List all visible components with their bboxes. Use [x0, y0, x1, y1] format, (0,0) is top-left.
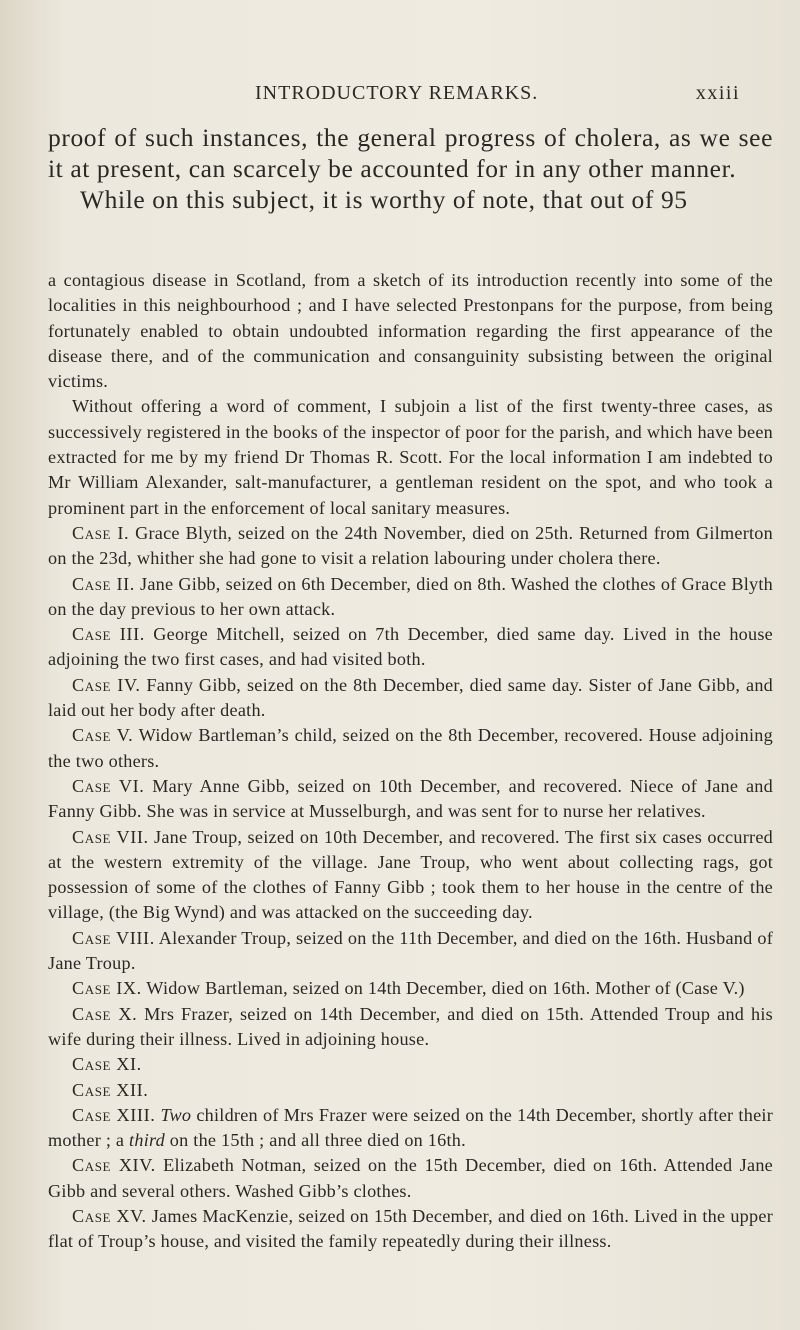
case-text: Jane Troup, seized on 10th December, and recovered. The first six cases occurred at the western extremity of the village. Jane Troup, who went about collecting rags, got possession of some of the clothes of Fanny Gibb ; took them to her house in the centre of the village, (the Big Wynd) and was attacked on the succeeding day. [48, 826, 773, 923]
case-text: Grace Blyth, seized on the 24th November, died on 25th. Returned from Gilmerton on the 23d, whither she had gone to visit a relation labouring under cholera there. [48, 522, 773, 569]
case-label: Case I. [72, 522, 130, 543]
intro-paragraph-1: a contagious disease in Scotland, from a sketch of its introduction recently into some of the localities in this neighbourhood ; and I have selected Prestonpans for the purpose, from being fortunately enabled to obtain undoubted information regarding the first appearance of the disease there, and of the communication and consanguinity subsisting between the original victims. [48, 270, 773, 392]
case-entry-6 [48, 774, 773, 825]
case-text: Fanny Gibb, seized on the 8th December, died same day. Sister of Jane Gibb, and laid out her body after death. [48, 674, 774, 721]
case-text-emphasis: Two [160, 1104, 192, 1125]
case-label: Case XI. [72, 1054, 142, 1075]
case-entry-12 [48, 1078, 773, 1103]
case-entry-4 [48, 673, 773, 724]
case-label: Case II. [72, 573, 135, 594]
case-text-emphasis: third [129, 1130, 165, 1151]
case-text: children of Mrs Frazer were seized on the 14th December, shortly after their mother ; a [48, 1104, 774, 1151]
case-text: Widow Bartleman’s child, seized on the 8th December, recovered. House adjoining the two others. [48, 725, 773, 771]
case-entry-15 [48, 1204, 773, 1255]
case-label: Case XII. [72, 1079, 149, 1100]
case-label: Case III. [72, 624, 145, 645]
lead-paragraph-2: While on this subject, it is worthy of note, that out of 95 [80, 185, 688, 214]
case-entry-8 [48, 926, 773, 977]
page-number: xxiii [695, 82, 740, 104]
header-title: INTRODUCTORY REMARKS. [255, 82, 539, 104]
case-entry-14 [48, 1153, 773, 1204]
case-text: Mary Anne Gibb, seized on 10th December, and recovered. Niece of Jane and Fanny Gibb. She was in service at Musselburgh, and was sent for to nurse her relatives. [48, 775, 773, 822]
case-text: Jane Gibb, seized on 6th December, died on 8th. Washed the clothes of Grace Blyth on the day previous to her own attack. [48, 573, 774, 619]
case-label: Case VIII. [72, 927, 155, 948]
body-text [48, 268, 773, 1255]
case-entry-13 [48, 1103, 773, 1154]
case-entry-1 [48, 521, 773, 572]
case-label: Case XIV. [72, 1155, 156, 1176]
case-label: Case X. [72, 1003, 138, 1024]
case-text: Elizabeth Notman, seized on the 15th December, died on 16th. Attended Jane Gibb and several others. Washed Gibb’s clothes. [48, 1155, 773, 1201]
case-text: George Mitchell, seized on 7th December, died same day. Lived in the house adjoining the two first cases, and had visited both. [48, 624, 774, 670]
lead-paragraph-1: proof of such instances, the general progress of cholera, as we see it at present, can scarcely be accounted for in any other manner. [48, 123, 773, 183]
running-header [255, 82, 740, 108]
case-entry-2 [48, 572, 773, 623]
case-label: Case IV. [72, 674, 141, 695]
case-text: Widow Bartleman, seized on 14th December, died on 16th. Mother of (Case V.) [146, 978, 745, 999]
case-entry-11 [48, 1052, 773, 1077]
case-text: Mrs Frazer, seized on 14th December, and died on 15th. Attended Troup and his wife during their illness. Lived in adjoining house. [48, 1003, 774, 1049]
intro-paragraph-2: Without offering a word of comment, I subjoin a list of the first twenty-three cases, as successively registered in the books of the inspector of poor for the parish, and which have been extracted for me by my friend Dr Thomas R. Scott. For the local information I am indebted to Mr William Alexander, salt-manufacturer, a gentleman resident on the spot, and who took a prominent part in the enforcement of local sanitary measures. [48, 396, 773, 518]
case-text: on the 15th ; and all three died on 16th. [169, 1130, 466, 1151]
case-text: James MacKenzie, seized on 15th December, and died on 16th. Lived in the upper flat of Troup’s house, and visited the family repeatedly during their illness. [48, 1205, 773, 1252]
case-label: Case IX. [72, 978, 142, 999]
case-entry-10 [48, 1002, 773, 1053]
case-text: Alexander Troup, seized on the 11th December, and died on the 16th. Husband of Jane Troup. [48, 927, 773, 974]
case-label: Case XV. [72, 1205, 147, 1226]
case-label: Case VI. [72, 775, 145, 796]
case-entry-7 [48, 825, 773, 926]
case-entry-3 [48, 622, 773, 673]
case-label: Case XIII. [72, 1104, 156, 1125]
case-label: Case VII. [72, 826, 149, 847]
lead-text [48, 122, 773, 215]
case-entry-9 [48, 976, 773, 1001]
case-entry-5 [48, 723, 773, 774]
case-label: Case V. [72, 725, 134, 746]
